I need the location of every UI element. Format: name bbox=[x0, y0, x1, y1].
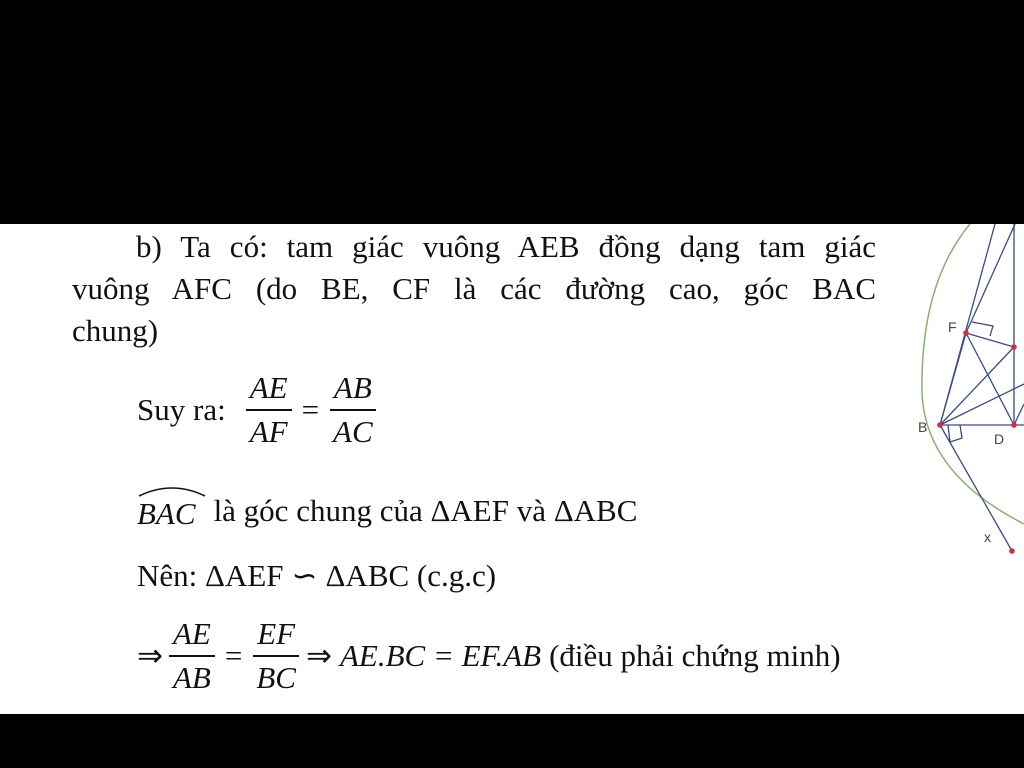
step-similarity bbox=[137, 558, 496, 594]
equals-sign: = bbox=[301, 392, 320, 427]
angle-label: BAC bbox=[137, 496, 196, 531]
fraction-denominator: AC bbox=[333, 414, 373, 449]
angle-hat-icon bbox=[137, 484, 207, 498]
segment-f-d bbox=[966, 333, 1014, 425]
equals-sign: = bbox=[224, 638, 243, 673]
angle-bac bbox=[137, 490, 196, 532]
point-d bbox=[1011, 422, 1017, 428]
label-b: B bbox=[918, 419, 928, 435]
fraction-ab-ac bbox=[329, 371, 377, 449]
fraction-ef-bc bbox=[252, 617, 300, 695]
circumcircle-arc bbox=[922, 224, 1024, 524]
implies-symbol-2: ⇒ bbox=[305, 638, 332, 673]
fraction-denominator: BC bbox=[256, 660, 296, 695]
point-e bbox=[1011, 344, 1017, 350]
paragraph-line-3: chung) bbox=[72, 313, 159, 348]
fraction-numerator: AE bbox=[169, 617, 215, 657]
right-angle-mark-f bbox=[972, 322, 993, 336]
step3-suffix: ΔABC (c.g.c) bbox=[325, 558, 497, 593]
similar-symbol: ∽ bbox=[291, 558, 318, 593]
proof-note: (điều phải chứng minh) bbox=[549, 638, 841, 673]
top-black-bar bbox=[0, 0, 1024, 224]
geometry-figure bbox=[900, 224, 1024, 564]
bottom-black-bar bbox=[0, 714, 1024, 768]
fraction-denominator: AF bbox=[249, 414, 288, 449]
document-page bbox=[0, 224, 1024, 714]
point-x bbox=[1009, 548, 1015, 554]
fraction-ae-ab bbox=[169, 617, 215, 695]
fraction-denominator: AB bbox=[172, 660, 211, 695]
fraction-numerator: AE bbox=[246, 371, 292, 411]
step-suy-ra bbox=[137, 371, 383, 449]
paragraph-line-2: vuông AFC (do BE, CF là các đường cao, góc BAC bbox=[72, 271, 876, 306]
step3-prefix: Nên: ΔAEF bbox=[137, 558, 284, 593]
label-d: D bbox=[994, 431, 1005, 447]
step-conclusion bbox=[137, 617, 841, 695]
point-f bbox=[963, 330, 969, 336]
step1-prefix: Suy ra: bbox=[137, 392, 226, 427]
step-common-angle bbox=[137, 490, 637, 532]
paragraph-line-1: b) Ta có: tam giác vuông AEB đồng dạng tam giác bbox=[136, 229, 876, 264]
label-f: F bbox=[948, 319, 957, 335]
fraction-ae-af bbox=[246, 371, 292, 449]
step2-text: là góc chung của ΔAEF và ΔABC bbox=[213, 493, 638, 528]
implies-symbol: ⇒ bbox=[137, 638, 163, 673]
label-x: x bbox=[984, 529, 991, 545]
solution-paragraph bbox=[72, 226, 876, 352]
fraction-numerator: AB bbox=[330, 371, 376, 411]
result-equation: AE.BC = EF.AB bbox=[339, 638, 542, 673]
segment-d-e bbox=[1014, 404, 1024, 425]
point-b bbox=[937, 422, 943, 428]
fraction-numerator: EF bbox=[253, 617, 299, 657]
right-angle-mark-b bbox=[948, 425, 962, 442]
